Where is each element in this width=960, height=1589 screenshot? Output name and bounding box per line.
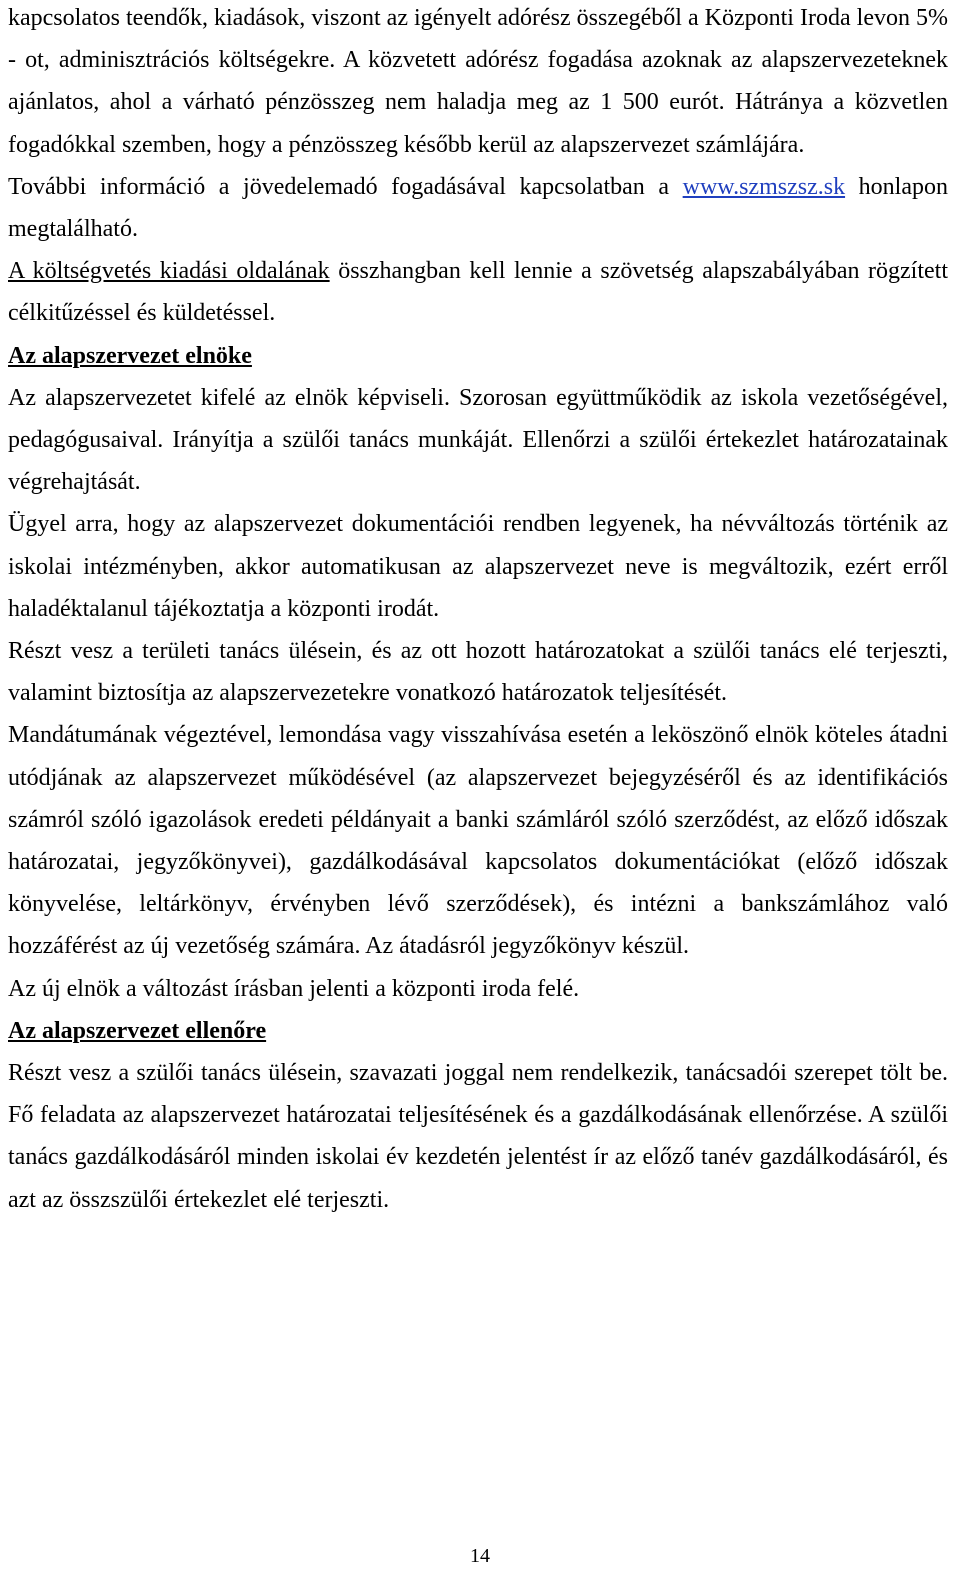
heading-president: Az alapszervezet elnöke: [8, 342, 252, 369]
more-info-text: További információ a jövedelemadó fogadásával kapcsolatban a: [8, 173, 683, 200]
paragraph-budget: [8, 250, 948, 334]
paragraph-president-council: Részt vesz a területi tanács ülésein, és az ott hozott határozatokat a szülői tanács elé terjeszti, valamint biztosítja az alapszervezetekre vonatkozó határozatok teljesítését.: [8, 638, 948, 707]
document-page: [8, 0, 948, 1221]
budget-underlined-phrase: A költségvetés kiadási oldalának: [8, 258, 330, 285]
paragraph-tax-transfer: kapcsolatos teendők, kiadások, viszont az igényelt adórész összegéből a Központi Iroda levon 5% - ot, adminisztrációs költségekre. A közvetett adórész fogadása azoknak az alapszervezeteknek ajánlatos, ahol a várható pénzösszeg nem haladja meg az 1 500 eurót. Hátránya a közvetlen fogadókkal szemben, hogy a pénzösszeg később kerül az alapszervezet számlájára.: [8, 5, 948, 158]
website-link[interactable]: www.szmszsz.sk: [682, 173, 846, 200]
paragraph-more-info: [8, 166, 948, 250]
heading-auditor: Az alapszervezet ellenőre: [8, 1017, 267, 1044]
paragraph-auditor-role: Részt vesz a szülői tanács ülésein, szavazati joggal nem rendelkezik, tanácsadói szerepet tölt be. Fő feladata az alapszervezet határozatai teljesítésének és a gazdálkodásának ellenőrzése. A szülői tanács gazdálkodásáról minden iskolai év kezdetén jelentést ír az előző tanév gazdálkodásáról, és azt az összszülői értekezlet elé terjeszti.: [8, 1060, 948, 1213]
budget-text: összhangban kell lennie a szövetség alapszabályában rögzített célkitűzéssel és küldetéssel.: [8, 258, 949, 327]
paragraph-president-handover: Mandátumának végeztével, lemondása vagy visszahívása esetén a leköszönő elnök köteles átadni utódjának az alapszervezet működésével (az alapszervezet bejegyzéséről és az identifikációs számról szóló igazolások eredeti példányait a banki számláról szóló szerződést, az előző időszak határozatai, jegyzőkönyvei), gazdálkodásával kapcsolatos dokumentációkat (előző időszak könyvelése, leltárkönyv, érvényben lévő szerződések), és intézni a bankszámlához való hozzáférést az új vezetőség számára. Az átadásról jegyzőkönyv készül.: [8, 722, 948, 960]
paragraph-president-role: Az alapszervezetet kifelé az elnök képviseli. Szorosan együttműködik az iskola vezetőségével, pedagógusaival. Irányítja a szülői tanács munkáját. Ellenőrzi a szülői értekezlet határozatainak végrehajtását.: [8, 384, 948, 496]
paragraph-president-new: Az új elnök a változást írásban jelenti a központi iroda felé.: [8, 975, 580, 1002]
page-number: 14: [470, 1545, 490, 1567]
paragraph-president-documents: Ügyel arra, hogy az alapszervezet dokumentációi rendben legyenek, ha névváltozás történik az iskolai intézményben, akkor automatikusan az alapszervezet neve is megváltozik, ezért erről haladéktalanul tájékoztatja a központi irodát.: [8, 511, 948, 622]
more-info-text-end: honlapon megtalálható.: [8, 173, 948, 243]
